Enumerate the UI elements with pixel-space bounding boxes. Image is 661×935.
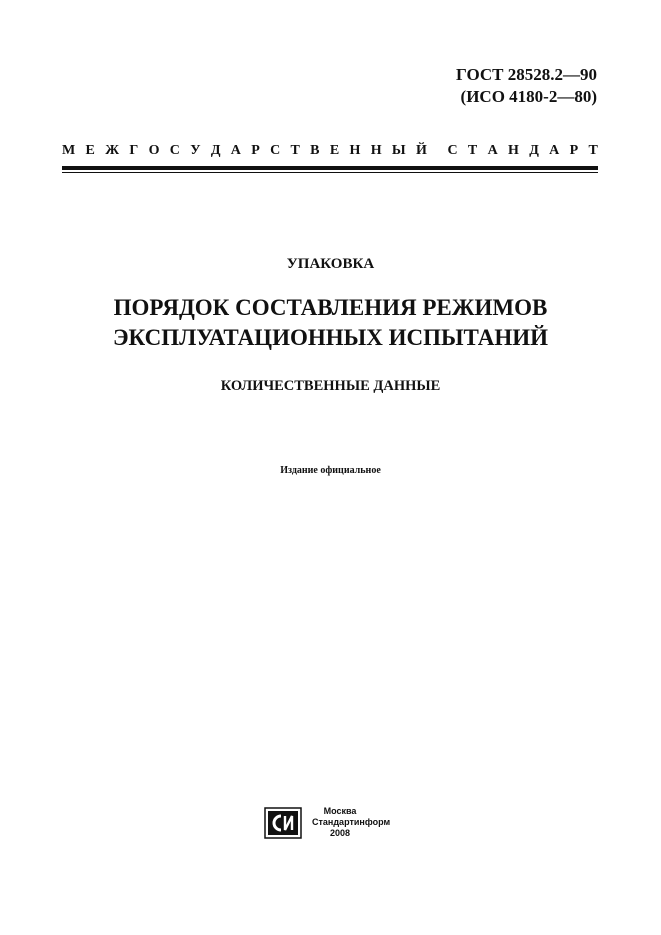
- publisher-block: [312, 806, 391, 839]
- heading-letter: А: [487, 143, 498, 158]
- heading-letter: С: [169, 143, 180, 158]
- interstate-standard-heading: [62, 143, 598, 159]
- heading-letter: Д: [529, 143, 539, 158]
- heading-letter: Н: [349, 143, 361, 158]
- heading-letter: В: [310, 143, 320, 158]
- standartinform-logo-icon: [264, 807, 302, 839]
- heading-letter: Г: [129, 143, 139, 158]
- document-subtitle: КОЛИЧЕСТВЕННЫЕ ДАННЫЕ: [220, 378, 441, 394]
- category-heading: УПАКОВКА: [286, 256, 375, 272]
- heading-rule-thick: [62, 166, 598, 170]
- heading-letter: Р: [251, 143, 260, 158]
- iso-number: (ИСО 4180-2—80): [460, 87, 597, 106]
- heading-letter: Д: [210, 143, 221, 158]
- heading-letter: Р: [569, 143, 579, 158]
- title-line-1: ПОРЯДОК СОСТАВЛЕНИЯ РЕЖИМОВ: [113, 295, 548, 320]
- heading-letter: Е: [85, 143, 95, 158]
- gost-number: ГОСТ 28528.2—90: [456, 65, 597, 84]
- title-line-2: ЭКСПЛУАТАЦИОННЫХ ИСПЫТАНИЙ: [112, 325, 549, 350]
- heading-letter: Е: [329, 143, 340, 158]
- heading-letter: С: [447, 143, 458, 158]
- heading-letter: А: [549, 143, 560, 158]
- publication-year: 2008: [329, 828, 351, 838]
- edition-note: Издание официальное: [280, 465, 381, 476]
- heading-letter: М: [62, 143, 76, 158]
- heading-letter: Ы: [391, 143, 406, 158]
- heading-letter: О: [148, 143, 160, 158]
- document-number-block: [456, 64, 597, 108]
- document-title: [0, 293, 661, 353]
- heading-letter: У: [190, 143, 201, 158]
- heading-letter: Й: [415, 143, 427, 158]
- heading-letter: Т: [467, 143, 478, 158]
- heading-letter: Ж: [105, 143, 120, 158]
- publisher-name: Стандартинформ: [312, 817, 391, 827]
- heading-letter: Н: [508, 143, 519, 158]
- heading-letter: Т: [588, 143, 598, 158]
- heading-letter: Н: [370, 143, 382, 158]
- publisher-city: Москва: [323, 806, 357, 816]
- heading-letter: Т: [290, 143, 300, 158]
- heading-rule-thin: [62, 172, 598, 173]
- heading-letter: С: [270, 143, 281, 158]
- heading-letter: А: [230, 143, 241, 158]
